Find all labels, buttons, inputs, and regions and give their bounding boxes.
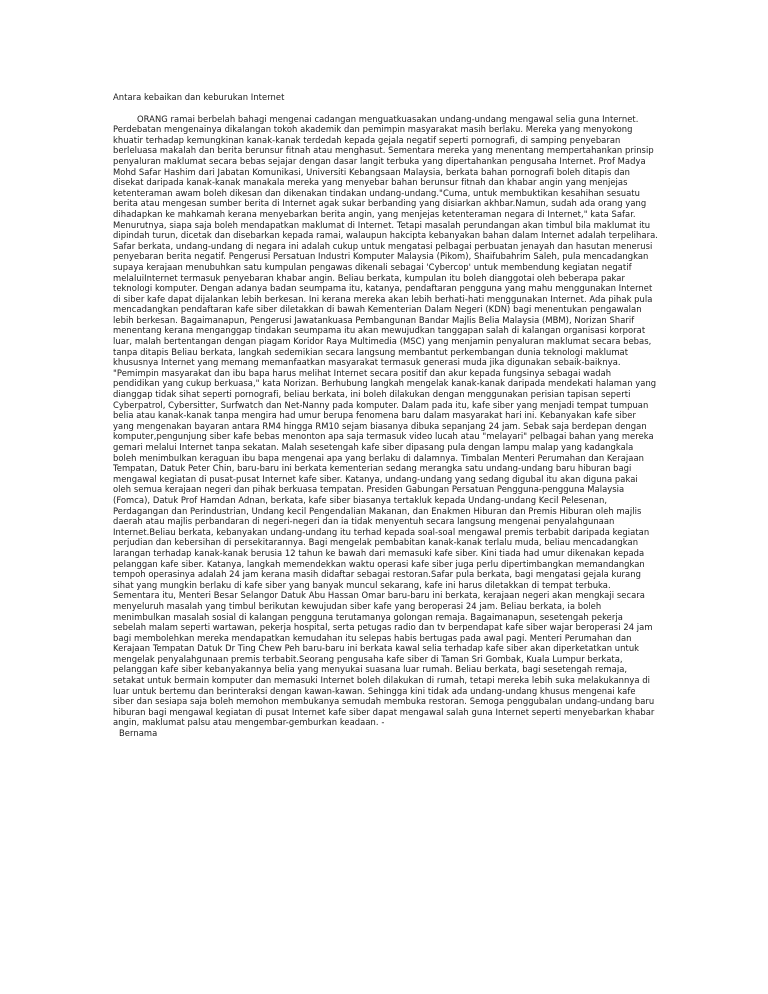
document-title: Antara kebaikan dan keburukan Internet <box>113 92 285 102</box>
byline: Bernama <box>119 728 158 739</box>
paragraph-2: Menurutnya, siapa saja boleh mendapatkan maklumat di Internet. Tetapi masalah perundangan akan timbul bila maklumat itu dipindah turun, dicetak dan disebarkan kepada ramai, walaupun hakcipta kebanyakan bahan dalam Internet adalah terpelihara. Safar berkata, undang-undang di negara ini adalah cukup untuk mengatasi pelbagai perbuatan jenayah dan hasutan menerusi penyebaran berita negatif. Pengerusi Persatuan Industri Komputer Malaysia (Pikom), Shaifubahrim Saleh, pula mencadangkan supaya kerajaan menubuhkan satu kumpulan pengawas dikenali sebagai 'Cybercop' untuk membendung kegiatan negatif melaluiInternet termasuk penyebaran khabar angin. Beliau berkata, kumpulan itu boleh dianggotai oleh beberapa pakar teknologi komputer. Dengan adanya badan seumpama itu, katanya, pendaftaran pengguna yang mahu menggunakan Internet di siber kafe dapat dijalankan lebih berkesan. Ini kerana mereka akan lebih berhati-hati menggunakan Internet. Ada pihak pula mencadangkan pendaftaran kafe siber diletakkan di bawah Kementerian Dalam Negeri (KDN) bagi menentukan pengawalan lebih berkesan. Bagaimanapun, Pengerusi Jawatankuasa Pembangunan Bandar Majlis Belia Malaysia (MBM), Norizan Sharif menentang kerana menganggap tindakan seumpama itu akan mewujudkan tanggapan salah di kalangan organisasi korporat luar, malah bertentangan dengan piagam Koridor Raya Multimedia (MSC) yang menjamin penyaluran maklumat secara bebas, tanpa ditapis Beliau berkata, langkah sedemikian secara langsung membantut perkembangan dunia teknologi maklumat khususnya Internet yang memang memanfaatkan masyarakat termasuk generasi muda jika digunakan sebaik-baiknya. "Pemimpin masyarakat dan ibu bapa harus melihat Internet secara positif dan akur kepada fungsinya sebagai wadah pendidikan yang cukup berkuasa," kata Norizan. Berhubung langkah mengelak kanak-kanak daripada mendekati halaman yang dianggap tidak sihat seperti pornografi, beliau berkata, ini boleh dilakukan dengan menggunakan perisian tapisan seperti Cyberpatrol, Cybersitter, Surfwatch dan Net-Nanny pada komputer. Dalam pada itu, kafe siber yang menjadi tempat tumpuan belia atau kanak-kanak tanpa mengira had umur berupa fenomena baru dalam masyarakat hari ini. Kebanyakan kafe siber yang mengenakan bayaran antara RM4 hingga RM10 sejam biasanya dibuka sepanjang 24 jam. Sebak saja berdepan dengan komputer,pengunjung siber kafe bebas menonton apa saja termasuk video lucah atau "melayari" pelbagai bahan yang mereka gemari melalui Internet tanpa sekatan. Malah sesetengah kafe siber dipasang pula dengan lampu malap yang kadangkala boleh menimbulkan keraguan ibu bapa mengenai apa yang berlaku di dalamnya. Timbalan Menteri Perumahan dan Kerajaan Tempatan, Datuk Peter Chin, baru-baru ini berkata kementerian sedang merangka satu undang-undang baru hiburan bagi mengawal kegiatan di pusat-pusat Internet kafe siber. Katanya, undang-undang yang sedang digubal itu akan diguna pakai oleh semua kerajaan negeri dan pihak berkuasa tempatan. Presiden Gabungan Persatuan Pengguna-pengguna Malaysia (Fomca), Datuk Prof Hamdan Adnan, berkata, kafe siber biasanya tertakluk kepada Undang-undang Kecil Pelesenan, Perdagangan dan Perindustrian, Undang kecil Pengendalian Makanan, dan Enakmen Hiburan dan Premis Hiburan oleh majlis daerah atau majlis perbandaran di negeri-negeri dan ia tidak menyentuh secara langsung mengenai penyalahgunaan Internet.Beliau berkata, kebanyakan undang-undang itu terhad kepada soal-soal mengawal premis terbabit daripada kegiatan perjudian dan kebersihan di persekitarannya. Bagi mengelak pembabitan kanak-kanak terlalu muda, beliau mencadangkan larangan terhadap kanak-kanak berusia 12 tahun ke bawah dari memasuki kafe siber. Kini tiada had umur dikenakan kepada pelanggan kafe siber. Katanya, langkah memendekkan waktu operasi kafe siber juga perlu dipertimbangkan memandangkan tempoh operasinya adalah 24 jam kerana masih didaftar sebagai restoran.Safar pula berkata, bagi mengatasi gejala kurang sihat yang mungkin berlaku di kafe siber yang banyak muncul sekarang, kafe ini harus diletakkan di tempat terbuka. Sementara itu, Menteri Besar Selangor Datuk Abu Hassan Omar baru-baru ini berkata, kerajaan negeri akan mengkaji secara menyeluruh masalah yang timbul berikutan kewujudan siber kafe yang beroperasi 24 jam. Beliau berkata, ia boleh menimbulkan masalah sosial di kalangan pengguna terutamanya golongan remaja. Bagaimanapun, sesetengah pekerja sebelah malam seperti wartawan, pekerja hospital, serta petugas radio dan tv berpendapat kafe siber wajar beroperasi 24 jam bagi membolehkan mereka mendapatkan kemudahan itu selepas habis bertugas pada awal pagi. Menteri Perumahan dan Kerajaan Tempatan Datuk Dr Ting Chew Peh baru-baru ini berkata kawal selia terhadap kafe siber akan diperketatkan untuk mengelak penyalahgunaan premis terbabit.Seorang pengusaha kafe siber di Taman Sri Gombak, Kuala Lumpur berkata, pelanggan kafe siber kebanyakannya belia yang menyukai suasana luar rumah. Beliau berkata, bagi sesetengah remaja, setakat untuk bermain komputer dan memasuki Internet boleh dilakukan di rumah, tetapi mereka lebih suka melakukannya di luar untuk bertemu dan berinteraksi dengan kawan-kawan. Sehingga kini tidak ada undang-undang khusus mengenai kafe siber dan sesiapa saja boleh memohon membukanya semudah membuka restoran. Semoga penggubalan undang-undang baru hiburan bagi mengawal kegiatan di pusat Internet kafe siber dapat mengawal salah guna Internet seperti menyebarkan khabar angin, maklumat palsu atau mengembar-gemburkan keadaan. - <box>113 219 658 728</box>
document-page <box>113 92 658 739</box>
paragraph-1: ORANG ramai berbelah bahagi mengenai cadangan menguatkuasakan undang-undang mengawal selia guna Internet. Perdebatan mengenainya dikalangan tokoh akademik dan pemimpin masyarakat masih berlaku. Mereka yang menyokong khuatir terhadap kemungkinan kanak-kanak terdedah kepada gejala negatif seperti pornografi, di samping penyebaran berleluasa makalah dan berita berunsur fitnah atau menghasut. Sementara mereka yang menentang mempertahankan prinsip penyaluran maklumat secara bebas sejajar dengan dasar langit terbuka yang dipertahankan pengusaha Internet. Prof Madya Mohd Safar Hashim dari Jabatan Komunikasi, Universiti Kebangsaan Malaysia, berkata bahan pornografi boleh ditapis dan disekat daripada kanak-kanak manakala mereka yang menyebar bahan berunsur fitnah dan khabar angin yang menjejas ketenteraman awam boleh dikesan dan dikenakan tindakan undang-undang."Cuma, untuk membuktikan kesahihan sesuatu berita atau mengesan sumber berita di Internet agak sukar berbanding yang disiarkan akhbar.Namun, sudah ada orang yang dihadapkan ke mahkamah kerana menyebarkan berita angin, yang menjejas ketenteraman negara di Internet," kata Safar. <box>113 113 654 219</box>
